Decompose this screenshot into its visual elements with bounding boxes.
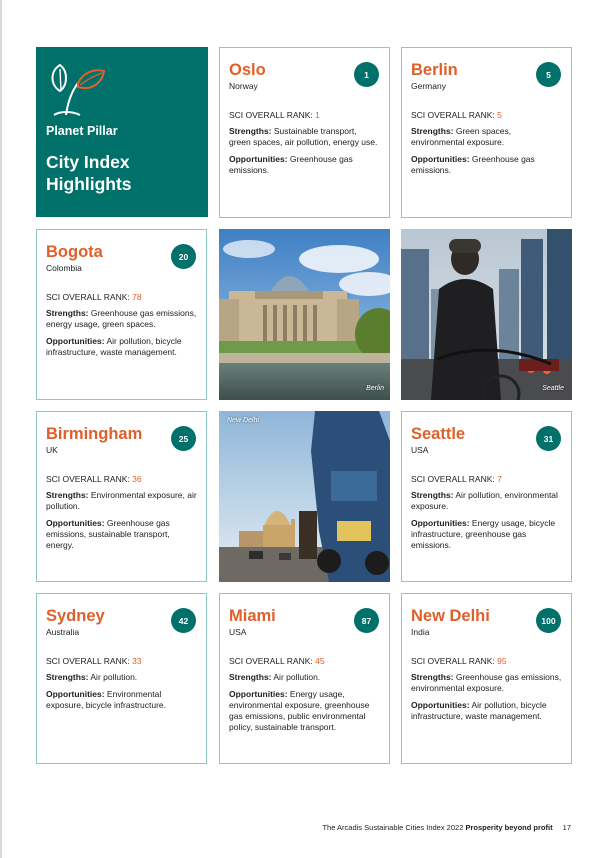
page-footer (322, 823, 571, 832)
overall-rank (46, 474, 197, 484)
city-name: Bogota (46, 243, 103, 261)
strengths-text: Air pollution, environmental exposure. (411, 490, 558, 511)
strengths-label: Strengths: (411, 672, 454, 682)
rank-badge: 25 (171, 426, 196, 451)
rank-value: 36 (132, 474, 142, 484)
city-card-berlin (401, 47, 572, 218)
rank-label: SCI OVERALL RANK: (229, 656, 316, 666)
strengths-text: Greenhouse gas emissions, energy usage, green spaces. (46, 308, 197, 329)
strengths (229, 126, 380, 148)
overall-rank (229, 656, 380, 666)
opportunities-label: Opportunities: (411, 700, 470, 710)
rank-badge: 20 (171, 244, 196, 269)
photo-new-delhi (219, 411, 390, 582)
strengths-label: Strengths: (46, 672, 89, 682)
opportunities-text: Greenhouse gas emissions. (229, 154, 353, 175)
berlin-photo-illustration (219, 229, 390, 400)
opportunities (411, 518, 562, 551)
photo-caption-new-delhi: New Delhi (227, 417, 259, 424)
strengths-label: Strengths: (46, 308, 89, 318)
opportunities-text: Energy usage, bicycle infrastructure, greenhouse gas emissions. (411, 518, 556, 550)
city-name: New Delhi (411, 607, 490, 625)
opportunities (46, 336, 197, 358)
rank-label: SCI OVERALL RANK: (411, 656, 498, 666)
city-card-new-delhi (401, 593, 572, 764)
overall-rank (411, 474, 562, 484)
strengths-label: Strengths: (229, 126, 272, 136)
rank-badge: 1 (354, 62, 379, 87)
hero-tile (36, 47, 208, 217)
strengths-text: Greenhouse gas emissions, environmental exposure. (411, 672, 562, 693)
opportunities-text: Greenhouse gas emissions. (411, 154, 535, 175)
strengths (46, 672, 197, 683)
footer-tagline: Prosperity beyond profit (465, 823, 553, 832)
rank-badge: 87 (354, 608, 379, 633)
opportunities-text: Air pollution, bicycle infrastructure, waste management. (411, 700, 547, 721)
opportunities-label: Opportunities: (46, 336, 105, 346)
overall-rank (411, 110, 562, 120)
city-name: Sydney (46, 607, 105, 625)
rank-label: SCI OVERALL RANK: (46, 474, 133, 484)
opportunities-label: Opportunities: (229, 689, 288, 699)
strengths-text: Air pollution. (271, 672, 321, 682)
strengths-text: Sustainable transport, green spaces, air pollution, energy use. (229, 126, 378, 147)
rank-value: 33 (132, 656, 142, 666)
strengths (46, 490, 197, 512)
pillar-label: Planet Pillar (46, 124, 118, 138)
city-card-miami (219, 593, 390, 764)
strengths-label: Strengths: (411, 126, 454, 136)
footer-publication: The Arcadis Sustainable Cities Index 2022 (322, 823, 464, 832)
photo-berlin-reichstag (219, 229, 390, 400)
city-card-oslo (219, 47, 390, 218)
new-delhi-photo-illustration (219, 411, 390, 582)
opportunities-text: Air pollution, bicycle infrastructure, waste management. (46, 336, 182, 357)
city-country: Germany (411, 81, 446, 91)
city-country: Australia (46, 627, 80, 637)
strengths (46, 308, 197, 330)
overall-rank (46, 292, 197, 302)
strengths-label: Strengths: (229, 672, 272, 682)
opportunities-label: Opportunities: (411, 518, 470, 528)
photo-seattle-cyclist (401, 229, 572, 400)
city-country: Colombia (46, 263, 82, 273)
rank-badge: 100 (536, 608, 561, 633)
opportunities-label: Opportunities: (46, 518, 105, 528)
rank-label: SCI OVERALL RANK: (46, 292, 133, 302)
rank-label: SCI OVERALL RANK: (411, 474, 498, 484)
rank-value: 5 (497, 110, 502, 120)
opportunities-label: Opportunities: (46, 689, 105, 699)
city-country: UK (46, 445, 58, 455)
sprout-leaf-icon (46, 61, 108, 119)
seattle-photo-illustration (401, 229, 572, 400)
rank-badge: 42 (171, 608, 196, 633)
page-edge (0, 0, 2, 858)
rank-value: 45 (315, 656, 325, 666)
rank-label: SCI OVERALL RANK: (411, 110, 498, 120)
opportunities-label: Opportunities: (411, 154, 470, 164)
title-line-1: City Index (46, 152, 130, 172)
city-name: Oslo (229, 61, 266, 79)
overall-rank (229, 110, 380, 120)
rank-value: 78 (132, 292, 142, 302)
city-country: India (411, 627, 430, 637)
strengths-label: Strengths: (46, 490, 89, 500)
city-name: Berlin (411, 61, 458, 79)
opportunities-text: Environmental exposure, bicycle infrastructure. (46, 689, 166, 710)
strengths-text: Environmental exposure, air pollution. (46, 490, 197, 511)
city-card-sydney (36, 593, 207, 764)
strengths (411, 490, 562, 512)
opportunities (46, 518, 197, 551)
city-country: Norway (229, 81, 258, 91)
rank-value: 95 (497, 656, 507, 666)
city-card-seattle (401, 411, 572, 582)
city-card-birmingham (36, 411, 207, 582)
strengths-label: Strengths: (411, 490, 454, 500)
opportunities-text: Greenhouse gas emissions, sustainable transport, energy. (46, 518, 170, 550)
city-name: Birmingham (46, 425, 143, 443)
opportunities-text: Energy usage, environmental exposure, greenhouse gas emissions, public environmental policy, sustainable transport. (229, 689, 370, 732)
page-number: 17 (562, 823, 571, 832)
opportunities-label: Opportunities: (229, 154, 288, 164)
rank-label: SCI OVERALL RANK: (229, 110, 316, 120)
photo-caption-berlin: Berlin (366, 385, 384, 392)
rank-value: 1 (315, 110, 320, 120)
rank-badge: 31 (536, 426, 561, 451)
strengths (229, 672, 380, 683)
city-name: Seattle (411, 425, 466, 443)
city-country: USA (229, 627, 247, 637)
overall-rank (411, 656, 562, 666)
photo-caption-seattle: Seattle (542, 385, 564, 392)
strengths (411, 672, 562, 694)
opportunities (411, 700, 562, 722)
page-title (46, 151, 196, 195)
rank-value: 7 (497, 474, 502, 484)
strengths-text: Green spaces, environmental exposure. (411, 126, 512, 147)
city-name: Miami (229, 607, 276, 625)
overall-rank (46, 656, 197, 666)
opportunities (411, 154, 562, 176)
rank-badge: 5 (536, 62, 561, 87)
strengths-text: Air pollution. (88, 672, 138, 682)
strengths (411, 126, 562, 148)
opportunities (229, 154, 380, 176)
opportunities (46, 689, 197, 711)
city-country: USA (411, 445, 429, 455)
title-line-2: Highlights (46, 174, 132, 194)
rank-label: SCI OVERALL RANK: (46, 656, 133, 666)
city-card-bogota (36, 229, 207, 400)
opportunities (229, 689, 380, 733)
